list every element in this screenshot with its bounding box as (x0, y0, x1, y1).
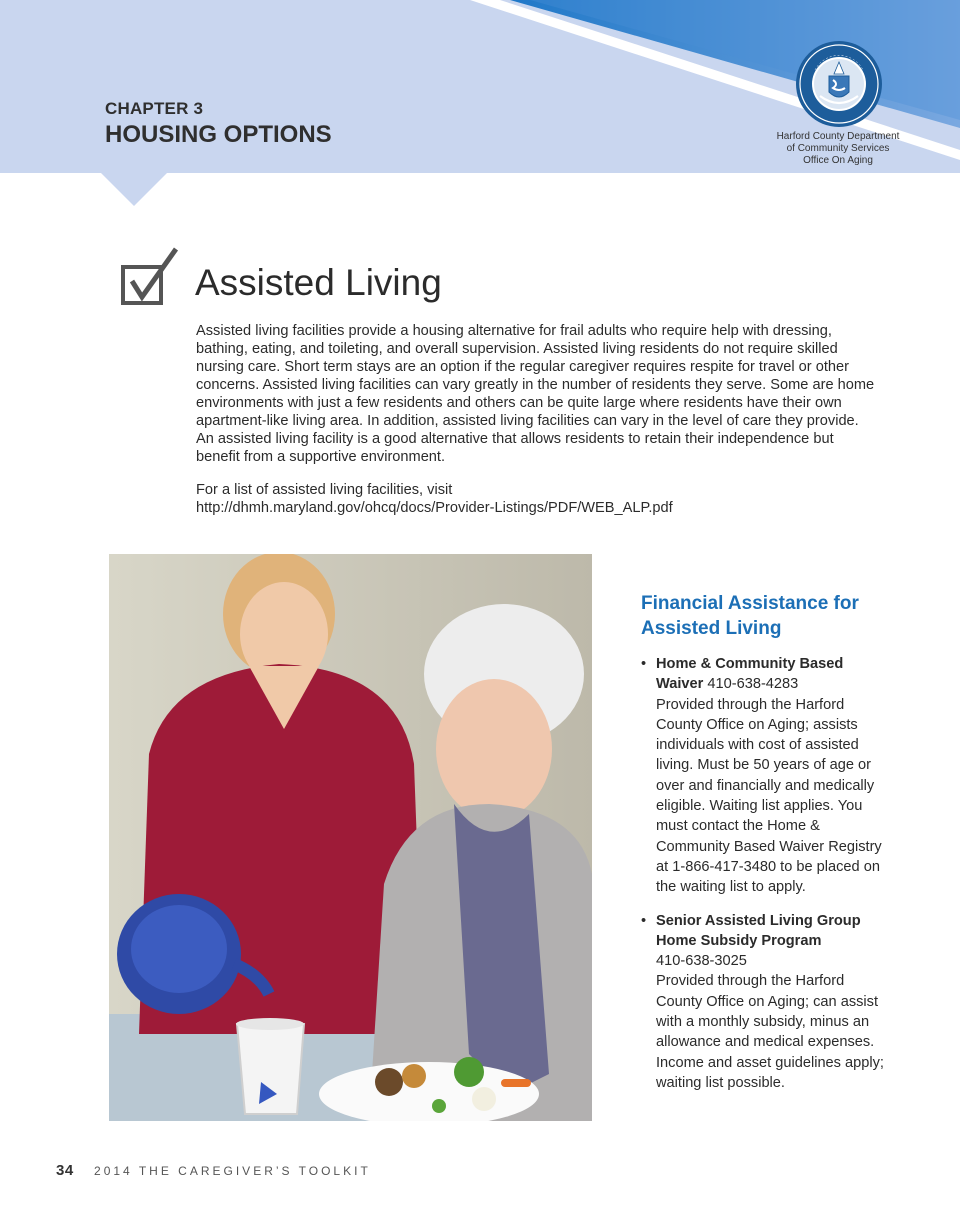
publication-title: 2014 THE CAREGIVER’S TOOLKIT (94, 1164, 371, 1178)
department-line: Harford County Department (776, 131, 900, 142)
department-line: Office On Aging (803, 155, 873, 166)
program-name: Senior Assisted Living Group Home Subsidy Program (656, 912, 861, 949)
program-phone: 410-638-4283 (707, 676, 799, 693)
section-title: Assisted Living (195, 262, 442, 303)
program-description: Provided through the Harford County Office on Aging; assists individuals with cost of assisted living. Must be 50 years of age or over and financially and medically eligible. Waiting list applies. You must contact the Home & Community Based Waiver Registry at 1-866-417-3480 to be placed on the waiting list to apply. (656, 696, 882, 896)
county-seal-logo (795, 40, 883, 128)
intro-paragraph: Assisted living facilities provide a housing alternative for frail adults who require help with dressing, bathing, eating, and toileting, and overall supervision. Assisted living residents do not require skilled nursing care. Short term stays are an option if the regular caregiver requires respite for travel or other concerns. Assisted living facilities can vary greatly in the number of residents they serve. Some are home environments with just a few residents and others can be quite large where residents have their own apartment-like living area. In addition, assisted living facilities can vary in the level of care they provide. An assisted living facility is a good alternative that allows residents to retain their independence but benefit from a supportive environment. (196, 323, 875, 465)
page-number: 34 (56, 1162, 74, 1179)
facilities-list-note (196, 481, 876, 517)
list-note-text: For a list of assisted living facilities, visit (196, 482, 453, 498)
program-name: Home & Community Based Waiver (656, 656, 844, 693)
facilities-url-link[interactable]: http://dhmh.maryland.gov/ohcq/docs/Provider-Listings/PDF/WEB_ALP.pdf (196, 500, 673, 516)
checkbox-check-icon (120, 247, 180, 307)
program-phone: 410-638-3025 (656, 953, 747, 970)
list-item (641, 911, 891, 1094)
caregiver-photo (109, 554, 592, 1121)
header-pointer (100, 172, 168, 206)
program-description: Provided through the Harford County Office on Aging; can assist with a monthly subsidy, minus an allowance and medical expenses. Income and asset guidelines apply; waiting list possible. (656, 973, 884, 1091)
department-name (760, 131, 916, 167)
bullet: • (641, 656, 647, 672)
bullet: • (641, 912, 647, 929)
chapter-label: CHAPTER 3 (105, 99, 204, 118)
page-footer (56, 1162, 371, 1179)
department-line: of Community Services (786, 143, 890, 154)
list-item (641, 654, 891, 898)
chapter-title: HOUSING OPTIONS (105, 121, 332, 148)
assistance-list (641, 654, 891, 1106)
financial-assistance-title: Financial Assistance for Assisted Living (641, 593, 859, 639)
